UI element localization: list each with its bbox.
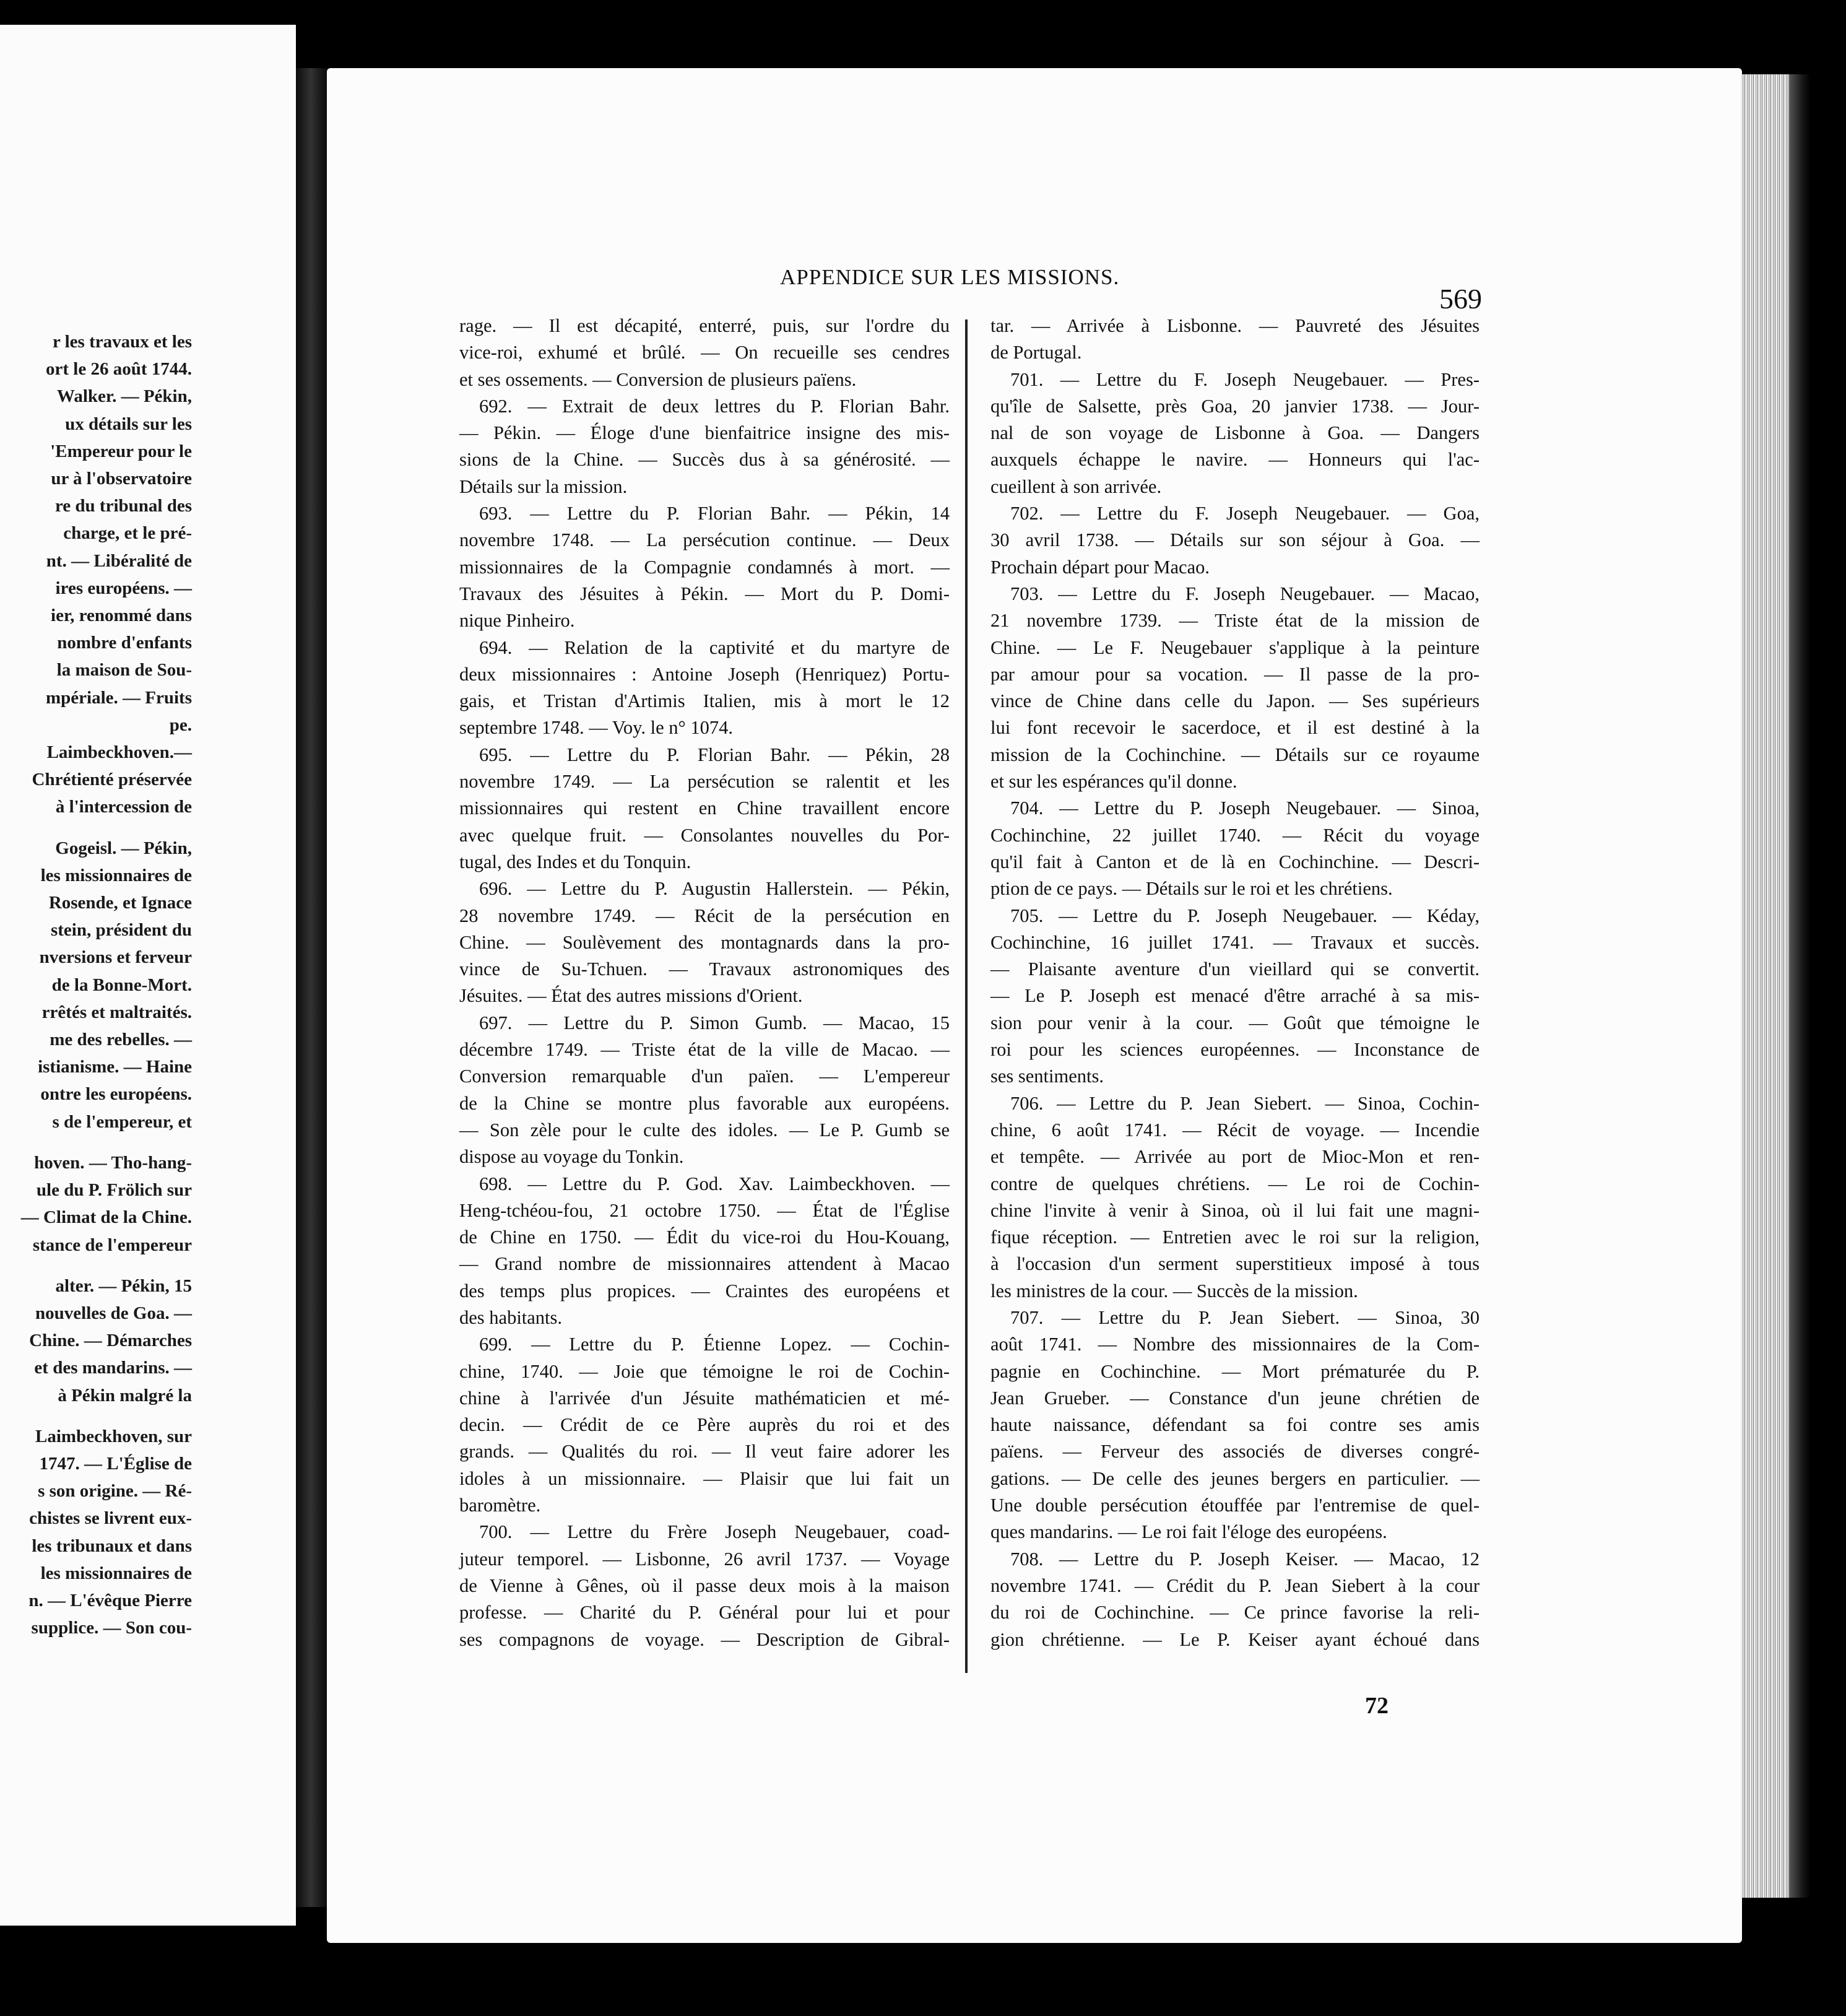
text-line: me des rebelles. —	[50, 1030, 192, 1050]
text-line: alter. — Pékin, 15	[55, 1275, 192, 1296]
page-number: 569	[1439, 283, 1482, 315]
text-line: vince de Chine dans celle du Japon. — Ses supérieurs	[990, 690, 1480, 712]
text-line: roi pour les sciences européennes. — Inconstance de	[990, 1039, 1480, 1061]
column-rule	[965, 319, 968, 1673]
text-line: Laimbeckhoven, sur	[35, 1426, 192, 1446]
text-line: 30 avril 1738. — Détails sur son séjour à Goa. —	[990, 529, 1480, 551]
text-line: contre de quelques chrétiens. — Le roi de Cochin-	[990, 1173, 1480, 1194]
text-line: missionnaires de la Compagnie condamnés à mort. —	[459, 556, 950, 578]
text-line: 698. — Lettre du P. God. Xav. Laimbeckhoven. —	[479, 1173, 950, 1194]
text-line: hoven. — Tho-hang-	[34, 1152, 192, 1173]
line-gap	[0, 821, 192, 835]
text-line: idoles à un missionnaire. — Plaisir que lui fait un	[459, 1467, 950, 1489]
running-title: APPENDICE SUR LES MISSIONS.	[780, 265, 1120, 289]
text-line: auxquels échappe le navire. — Honneurs qui l'ac-	[990, 449, 1480, 471]
text-line: — Plaisante aventure d'un vieillard qui se convertit.	[990, 958, 1480, 980]
text-line: chine, 1740. — Joie que témoigne le roi de Cochin-	[459, 1360, 950, 1382]
text-line: baromètre.	[459, 1495, 541, 1516]
text-line: — Grand nombre de missionnaires attendent à Macao	[459, 1253, 950, 1275]
text-line: — Le P. Joseph est menacé d'être arraché à sa mis-	[990, 985, 1480, 1007]
text-line: gion chrétienne. — Le P. Keiser ayant échoué dans	[990, 1628, 1480, 1650]
text-line: missionnaires qui restent en Chine travaillent encore	[459, 797, 950, 819]
text-line: novembre 1749. — La persécution se ralentit et les	[459, 771, 950, 793]
text-line: païens. — Ferveur des associés de diverses congré-	[990, 1441, 1480, 1462]
text-line: Cochinchine, 16 juillet 1741. — Travaux et succès.	[990, 931, 1480, 953]
text-line: rrêtés et maltraités.	[41, 1002, 192, 1022]
text-line: nouvelles de Goa. —	[35, 1303, 192, 1323]
text-line: professe. — Charité du P. Général pour lui et pour	[459, 1602, 950, 1623]
text-line: septembre 1748. — Voy. le n° 1074.	[459, 717, 733, 739]
text-line: mpériale. — Fruits	[46, 687, 192, 708]
text-line: nal de son voyage de Lisbonne à Goa. — Dangers	[990, 422, 1480, 444]
text-line: charge, et le pré-	[63, 523, 192, 544]
text-line: tar. — Arrivée à Lisbonne. — Pauvreté des Jésuites	[990, 315, 1480, 336]
text-line: pagnie en Cochinchine. — Mort prématurée du P.	[990, 1360, 1480, 1382]
text-line: ses sentiments.	[990, 1066, 1104, 1087]
text-line: 701. — Lettre du F. Joseph Neugebauer. — Pres-	[1010, 368, 1480, 390]
text-line: et ses ossements. — Conversion de plusieurs païens.	[459, 368, 857, 390]
text-line: de la Bonne-Mort.	[51, 975, 192, 995]
text-line: 697. — Lettre du P. Simon Gumb. — Macao, 15	[479, 1012, 950, 1033]
text-line: Travaux des Jésuites à Pékin. — Mort du P. Domi-	[459, 583, 950, 604]
text-line: chistes se livrent eux-	[29, 1508, 192, 1529]
text-line: Chine. — Démarches	[29, 1331, 192, 1351]
text-line: du roi de Cochinchine. — Ce prince favorise la reli-	[990, 1602, 1480, 1623]
text-line: des habitants.	[459, 1306, 563, 1328]
text-line: 708. — Lettre du P. Joseph Keiser. — Macao, 12	[1010, 1548, 1480, 1570]
text-line: Conversion remarquable d'un païen. — L'empereur	[459, 1066, 950, 1087]
text-line: 21 novembre 1739. — Triste état de la mission de	[990, 610, 1480, 632]
text-line: de Portugal.	[990, 342, 1082, 363]
text-line: 700. — Lettre du Frère Joseph Neugebauer, coad-	[479, 1521, 950, 1543]
text-line: Une double persécution étouffée par l'entremise de quel-	[990, 1495, 1480, 1516]
text-line: Laimbeckhoven.—	[46, 742, 192, 763]
text-line: et des mandarins. —	[34, 1358, 192, 1378]
text-line: à l'occasion d'un serment superstitieux imposé à tous	[990, 1253, 1480, 1275]
text-line: 695. — Lettre du P. Florian Bahr. — Pékin, 28	[479, 744, 950, 765]
text-line: de Vienne à Gênes, où il passe deux mois à la maison	[459, 1575, 950, 1596]
text-line: par amour pour sa vocation. — Il passe de la pro-	[990, 663, 1480, 685]
text-line: Chine. — Le F. Neugebauer s'applique à la peinture	[990, 637, 1480, 658]
text-line: les missionnaires de	[40, 865, 192, 885]
text-line: août 1741. — Nombre des missionnaires de la Com-	[990, 1334, 1480, 1355]
text-line: des temps plus propices. — Craintes des européens et	[459, 1280, 950, 1301]
left-page	[0, 25, 296, 1926]
text-line: gais, et Tristan d'Artimis Italien, mis à mort le 12	[459, 690, 950, 712]
text-line: décembre 1749. — Triste état de la ville de Macao. —	[459, 1039, 950, 1061]
text-line: 692. — Extrait de deux lettres du P. Florian Bahr.	[479, 395, 950, 417]
text-line: stein, président du	[50, 920, 192, 941]
text-line: Chine. — Soulèvement des montagnards dans la pro-	[459, 931, 950, 953]
text-line: Jésuites. — État des autres missions d'Orient.	[459, 985, 803, 1007]
text-line: 703. — Lettre du F. Joseph Neugebauer. — Macao,	[1010, 583, 1480, 604]
book-edge-shadow	[1789, 74, 1810, 1898]
text-line: gations. — De celle des jeunes bergers en particulier. —	[990, 1467, 1480, 1489]
text-line: rage. — Il est décapité, enterré, puis, sur l'ordre du	[459, 315, 950, 336]
text-line: 704. — Lettre du P. Joseph Neugebauer. — Sinoa,	[1010, 797, 1480, 819]
text-line: 707. — Lettre du P. Jean Siebert. — Sinoa, 30	[1010, 1306, 1480, 1328]
text-line: de la Chine se montre plus favorable aux européens.	[459, 1092, 950, 1114]
text-line: 705. — Lettre du P. Joseph Neugebauer. — Kéday,	[1010, 905, 1480, 926]
text-line: 702. — Lettre du F. Joseph Neugebauer. — Goa,	[1010, 503, 1480, 524]
text-line: Heng-tchéou-fou, 21 octobre 1750. — État de l'Église	[459, 1199, 950, 1221]
text-line: nt. — Libéralité de	[46, 550, 192, 571]
text-line: Walker. — Pékin,	[56, 386, 192, 407]
text-line: tugal, des Indes et du Tonquin.	[459, 851, 691, 872]
text-line: 696. — Lettre du P. Augustin Hallerstein. — Pékin,	[479, 878, 950, 900]
text-line: nique Pinheiro.	[459, 610, 575, 632]
text-line: la maison de Sou-	[56, 660, 192, 680]
text-line: les tribunaux et dans	[32, 1536, 192, 1556]
text-column-2	[990, 313, 1480, 1653]
text-line: lui font recevoir le sacerdoce, et il est destiné à la	[990, 717, 1480, 739]
text-line: Détails sur la mission.	[459, 476, 628, 497]
text-line: et tempête. — Arrivée au port de Mioc-Mon et ren-	[990, 1146, 1480, 1168]
text-line: et sur les espérances qu'il donne.	[990, 771, 1237, 793]
text-line: ontre les européens.	[40, 1084, 192, 1105]
text-line: ses compagnons de voyage. — Description de Gibral-	[459, 1628, 950, 1650]
text-line: re du tribunal des	[54, 496, 192, 516]
text-line: nombre d'enfants	[57, 633, 192, 653]
text-line: chine, 6 août 1741. — Récit de voyage. — Incendie	[990, 1119, 1480, 1141]
text-line: chine à l'arrivée d'un Jésuite mathématicien et mé-	[459, 1387, 950, 1409]
text-line: sion pour venir à la cour. — Goût que témoigne le	[990, 1012, 1480, 1033]
text-line: nversions et ferveur	[39, 947, 192, 968]
text-line: ule du P. Frölich sur	[36, 1180, 192, 1201]
text-line: de Chine en 1750. — Édit du vice-roi du Hou-Kouang,	[459, 1227, 950, 1248]
text-line: istianisme. — Haine	[38, 1057, 192, 1077]
text-line: decin. — Crédit de ce Père auprès du roi et des	[459, 1414, 950, 1436]
text-column-1	[459, 313, 950, 1653]
text-line: avec quelque fruit. — Consolantes nouvelles du Por-	[459, 824, 950, 846]
text-line: ux détails sur les	[65, 414, 192, 434]
text-line: Prochain départ pour Macao.	[990, 556, 1210, 578]
text-line: ption de ce pays. — Détails sur le roi et les chrétiens.	[990, 878, 1393, 900]
text-line: à Pékin malgré la	[58, 1385, 192, 1406]
text-line: 706. — Lettre du P. Jean Siebert. — Sinoa, Cochin-	[1010, 1092, 1480, 1114]
line-gap	[0, 1409, 192, 1423]
text-line: Rosende, et Ignace	[48, 893, 192, 913]
text-line: s son origine. — Ré-	[38, 1481, 192, 1501]
text-line: — Climat de la Chine.	[20, 1207, 192, 1228]
text-line: les missionnaires de	[40, 1563, 192, 1583]
text-line: qu'île de Salsette, près Goa, 20 janvier 1738. — Jour-	[990, 395, 1480, 417]
text-line: novembre 1748. — La persécution continue. — Deux	[459, 529, 950, 551]
text-line: grands. — Qualités du roi. — Il veut faire adorer les	[459, 1441, 950, 1462]
text-line: vince de Su-Tchuen. — Travaux astronomiques des	[459, 958, 950, 980]
text-line: juteur temporel. — Lisbonne, 26 avril 1737. — Voyage	[459, 1548, 950, 1570]
text-line: Jean Grueber. — Constance d'un jeune chrétien de	[990, 1387, 1480, 1409]
text-line: r les travaux et les	[53, 332, 192, 352]
text-line: haute naissance, défendant sa foi contre ses amis	[990, 1414, 1480, 1436]
text-line: sions de la Chine. — Succès dus à sa générosité. —	[459, 449, 950, 471]
text-line: 1747. — L'Église de	[39, 1453, 192, 1474]
text-line: novembre 1741. — Crédit du P. Jean Siebert à la cour	[990, 1575, 1480, 1596]
text-line: les ministres de la cour. — Succès de la mission.	[990, 1280, 1358, 1301]
text-line: ier, renommé dans	[51, 606, 192, 626]
text-line: n. — L'évêque Pierre	[28, 1590, 192, 1610]
text-line: 699. — Lettre du P. Étienne Lopez. — Cochin-	[479, 1334, 950, 1355]
left-page-text-fragment	[0, 328, 192, 1641]
text-line: chine l'invite à venir à Sinoa, où il lui fait une magni-	[990, 1199, 1480, 1221]
text-line: ur à l'observatoire	[51, 469, 192, 489]
text-line: s de l'empereur, et	[52, 1111, 192, 1132]
text-line: à l'intercession de	[55, 797, 192, 817]
text-line: qu'il fait à Canton et de là en Cochinchine. — Descri-	[990, 851, 1480, 872]
text-line: Chrétienté préservée	[32, 770, 192, 790]
text-line: ort le 26 août 1744.	[46, 359, 192, 380]
line-gap	[0, 1136, 192, 1149]
text-line: Gogeisl. — Pékin,	[55, 838, 192, 858]
text-line: ques mandarins. — Le roi fait l'éloge des européens.	[990, 1521, 1387, 1543]
text-line: deux missionnaires : Antoine Joseph (Henriquez) Portu-	[459, 663, 950, 685]
text-line: cueillent à son arrivée.	[990, 476, 1162, 497]
line-gap	[0, 1259, 192, 1272]
text-line: 28 novembre 1749. — Récit de la persécution en	[459, 905, 950, 926]
text-line: 'Empereur pour le	[50, 441, 192, 461]
text-line: ires européens. —	[55, 578, 192, 598]
text-line: — Pékin. — Éloge d'une bienfaitrice insigne des mis-	[459, 422, 950, 444]
text-line: 693. — Lettre du P. Florian Bahr. — Pékin, 14	[479, 503, 950, 524]
text-line: pe.	[169, 715, 192, 735]
text-line: supplice. — Son cou-	[31, 1618, 192, 1638]
text-line: fique réception. — Entretien avec le roi sur la religion,	[990, 1227, 1480, 1248]
text-line: mission de la Cochinchine. — Détails sur ce royaume	[990, 744, 1480, 765]
signature-mark: 72	[1365, 1693, 1389, 1719]
text-line: vice-roi, exhumé et brûlé. — On recueille ses cendres	[459, 342, 950, 363]
text-line: Cochinchine, 22 juillet 1740. — Récit du voyage	[990, 824, 1480, 846]
text-line: stance de l'empereur	[32, 1235, 192, 1255]
text-line: — Son zèle pour le culte des idoles. — Le P. Gumb se	[459, 1119, 950, 1141]
text-line: 694. — Relation de la captivité et du martyre de	[479, 637, 950, 658]
text-line: dispose au voyage du Tonkin.	[459, 1146, 684, 1168]
